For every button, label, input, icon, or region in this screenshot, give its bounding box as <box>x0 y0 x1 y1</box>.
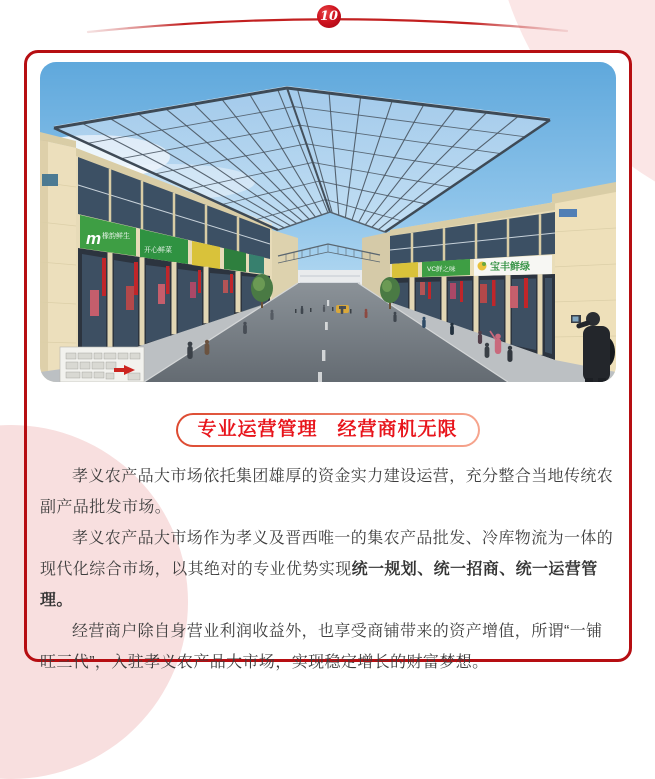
left-sign-main: 橡韵鲜生 <box>102 233 130 240</box>
right-sign-main: 宝丰鲜绿 <box>490 262 530 273</box>
page-number: 10 <box>319 9 339 24</box>
paragraph-1-text: 孝义农产品大市场依托集团雄厚的资金实力建设运营，充分整合当地传统农副产品批发市场。 <box>40 468 614 516</box>
photo-inset-floorplan <box>60 347 144 382</box>
page-number-badge <box>317 5 341 28</box>
body-text-block <box>40 461 614 678</box>
left-sign-2: 开心鲜菜 <box>144 247 172 254</box>
paragraph-3-text: 经营商户除自身营业利润收益外，也享受商铺带来的资产增值，所谓“一铺旺三代”，入驻孝义农产品大市场，实现稳定增长的财富梦想。 <box>40 623 603 671</box>
paragraph-2-bold-text: 统一规划、统一招商、统一运营管理。 <box>40 561 598 609</box>
paragraph-2 <box>40 523 614 616</box>
paragraph-3 <box>40 616 614 678</box>
section-title-text: 专业运营管理 经营商机无限 <box>177 415 477 445</box>
paragraph-1 <box>40 461 614 523</box>
market-rendering-image <box>40 62 616 382</box>
left-wall <box>40 132 76 382</box>
left-sign-logo: m <box>86 229 102 248</box>
right-sign-2: VC鲜之味 <box>427 266 456 273</box>
section-title-banner <box>175 413 479 447</box>
paragraph-2-text: 孝义农产品大市场作为孝义及晋西唯一的集农产品批发、冷库物流为一体的现代化综合市场，以其绝对的专业优势实现 <box>40 530 614 578</box>
